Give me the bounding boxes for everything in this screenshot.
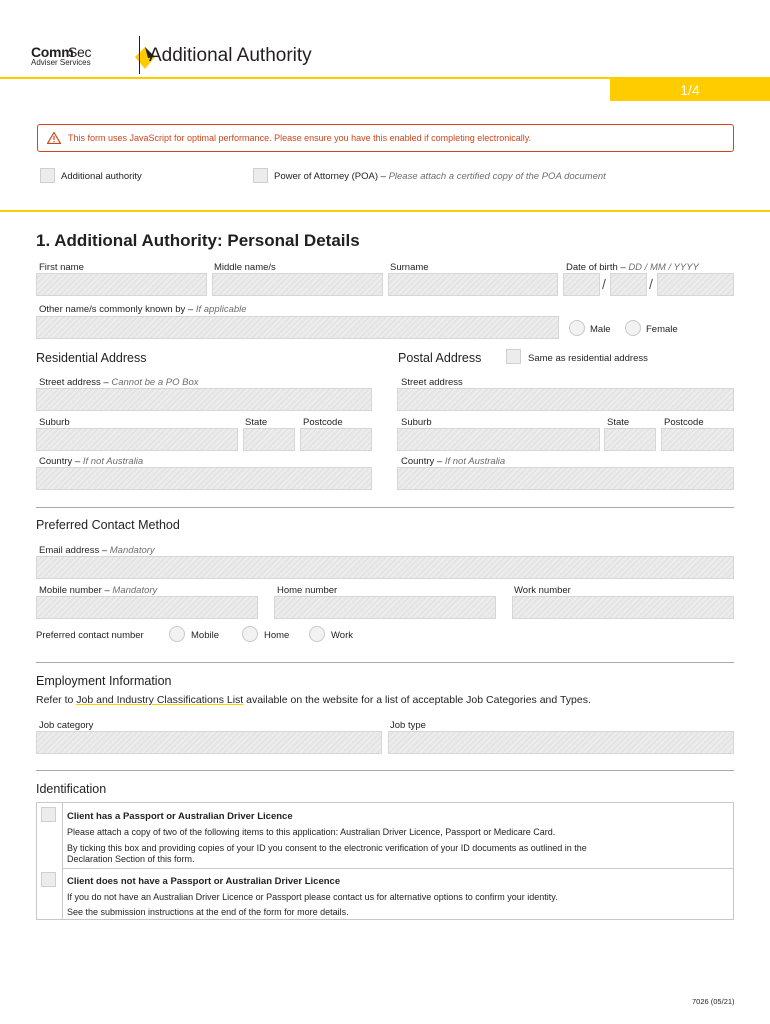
- section-1-title: 1. Additional Authority: Personal Details: [36, 231, 360, 250]
- no-passport-instruction-2: See the submission instructions at the end of the form for more details.: [67, 907, 349, 917]
- post-country-note: If not Australia: [444, 456, 506, 467]
- identification-box-divider: [62, 803, 63, 919]
- has-passport-instruction-2: By ticking this box and providing copies of your ID you consent to the electronic verification of your ID documents as outlined in the: [67, 843, 587, 853]
- surname-label: Surname: [390, 262, 429, 273]
- section-divider: [36, 770, 734, 771]
- post-suburb-label: Suburb: [401, 417, 432, 428]
- no-passport-instruction-1: If you do not have an Australian Driver Licence or Passport please contact us for alternative options to confirm your identity.: [67, 892, 558, 902]
- javascript-notice: [37, 124, 734, 152]
- section-divider: [36, 662, 734, 663]
- poa-checkbox[interactable]: [253, 168, 268, 183]
- res-state-label: State: [245, 417, 268, 428]
- res-country-label: [39, 456, 143, 467]
- residential-address-heading: Residential Address: [36, 351, 147, 365]
- middle-names-field[interactable]: [212, 273, 383, 296]
- email-field[interactable]: [36, 556, 734, 579]
- additional-authority-label: Additional authority: [61, 171, 142, 182]
- commsec-logo: [31, 44, 131, 70]
- poa-note: Please attach a certified copy of the POA document: [388, 171, 606, 182]
- res-postcode-label: Postcode: [303, 417, 343, 428]
- refer-prefix: Refer to: [36, 694, 77, 706]
- other-names-label: [39, 304, 247, 315]
- res-street-label-text: Street address –: [39, 377, 112, 388]
- poa-label-text: Power of Attorney (POA) –: [274, 171, 389, 182]
- post-state-field[interactable]: [604, 428, 656, 451]
- mobile-number-note: Mandatory: [112, 585, 158, 596]
- post-postcode-label: Postcode: [664, 417, 704, 428]
- dob-label: [566, 262, 699, 273]
- page-indicator-text: 1/4: [680, 82, 700, 98]
- dob-year-field[interactable]: [657, 273, 734, 296]
- postal-address-heading: Postal Address: [398, 351, 482, 365]
- job-type-field[interactable]: [388, 731, 734, 754]
- post-postcode-field[interactable]: [661, 428, 734, 451]
- has-passport-licence-title: Client has a Passport or Australian Driver Licence: [67, 811, 293, 822]
- job-category-field[interactable]: [36, 731, 382, 754]
- res-suburb-label: Suburb: [39, 417, 70, 428]
- logo-word-bold: Comm: [31, 44, 74, 60]
- other-names-field[interactable]: [36, 316, 559, 339]
- job-classifications-link[interactable]: Job and Industry Classifications List: [76, 694, 244, 706]
- logo-subtitle: Adviser Services: [31, 58, 91, 67]
- gender-female-label: Female: [646, 324, 678, 335]
- first-name-label: First name: [39, 262, 84, 273]
- gender-female-radio[interactable]: [625, 320, 641, 336]
- identification-row-divider: [62, 868, 733, 869]
- no-passport-licence-checkbox[interactable]: [41, 872, 56, 887]
- dob-format: DD / MM / YYYY: [628, 262, 699, 273]
- other-names-label-text: Other name/s commonly known by –: [39, 304, 196, 315]
- middle-names-label: Middle name/s: [214, 262, 276, 273]
- res-suburb-field[interactable]: [36, 428, 238, 451]
- mobile-number-label-text: Mobile number –: [39, 585, 113, 596]
- has-passport-instruction-3: Declaration Section of this form.: [67, 854, 195, 864]
- gender-male-radio[interactable]: [569, 320, 585, 336]
- poa-label: [274, 171, 606, 182]
- preferred-mobile-radio[interactable]: [169, 626, 185, 642]
- res-country-label-text: Country –: [39, 456, 83, 467]
- refer-suffix: available on the website for a list of acceptable Job Categories and Types.: [243, 694, 591, 706]
- mobile-number-field[interactable]: [36, 596, 258, 619]
- res-country-field[interactable]: [36, 467, 372, 490]
- contact-method-heading: Preferred Contact Method: [36, 518, 180, 532]
- surname-field[interactable]: [388, 273, 558, 296]
- page-indicator: [610, 79, 770, 101]
- res-postcode-field[interactable]: [300, 428, 372, 451]
- preferred-mobile-label: Mobile: [191, 630, 219, 641]
- header-divider: [139, 36, 140, 74]
- work-number-field[interactable]: [512, 596, 734, 619]
- dob-separator: /: [649, 276, 653, 292]
- dob-separator: /: [602, 276, 606, 292]
- post-street-field[interactable]: [397, 388, 734, 411]
- res-street-note: Cannot be a PO Box: [111, 377, 199, 388]
- res-street-field[interactable]: [36, 388, 372, 411]
- job-category-label: Job category: [39, 720, 94, 731]
- email-label: [39, 545, 155, 556]
- no-passport-licence-title: Client does not have a Passport or Australian Driver Licence: [67, 876, 341, 887]
- employment-refer-text: [36, 694, 591, 706]
- res-state-field[interactable]: [243, 428, 295, 451]
- same-as-residential-checkbox[interactable]: [506, 349, 521, 364]
- gender-male-label: Male: [590, 324, 611, 335]
- identification-heading: Identification: [36, 782, 107, 796]
- additional-authority-checkbox[interactable]: [40, 168, 55, 183]
- post-country-label: [401, 456, 505, 467]
- post-suburb-field[interactable]: [397, 428, 600, 451]
- other-names-note: If applicable: [195, 304, 247, 315]
- notice-text: This form uses JavaScript for optimal performance. Please ensure you have this enabled if completing electronically.: [68, 133, 532, 143]
- preferred-contact-label: Preferred contact number: [36, 630, 144, 641]
- dob-label-text: Date of birth –: [566, 262, 629, 273]
- dob-month-field[interactable]: [610, 273, 647, 296]
- section-yellow-rule: [0, 210, 770, 212]
- preferred-work-radio[interactable]: [309, 626, 325, 642]
- mobile-number-label: [39, 585, 157, 596]
- post-country-field[interactable]: [397, 467, 734, 490]
- work-number-label: Work number: [514, 585, 571, 596]
- preferred-home-radio[interactable]: [242, 626, 258, 642]
- email-label-text: Email address –: [39, 545, 110, 556]
- page-title: Additional Authority: [149, 45, 312, 66]
- post-street-label: Street address: [401, 377, 463, 388]
- preferred-home-label: Home: [264, 630, 290, 641]
- preferred-work-label: Work: [331, 630, 353, 641]
- dob-day-field[interactable]: [563, 273, 600, 296]
- post-state-label: State: [607, 417, 630, 428]
- form-code: 7026 (05/21): [692, 997, 735, 1006]
- same-as-residential-label: Same as residential address: [528, 353, 648, 364]
- has-passport-licence-checkbox[interactable]: [41, 807, 56, 822]
- email-note: Mandatory: [109, 545, 155, 556]
- res-street-label: [39, 377, 199, 388]
- post-country-label-text: Country –: [401, 456, 445, 467]
- employment-heading: Employment Information: [36, 674, 172, 688]
- home-number-field[interactable]: [274, 596, 496, 619]
- job-type-label: Job type: [390, 720, 426, 731]
- warning-icon: [47, 132, 61, 144]
- logo-word-light: Sec: [68, 44, 92, 60]
- has-passport-instruction-1: Please attach a copy of two of the following items to this application: Australian Driver Licence, Passport or Medicare Card.: [67, 827, 556, 837]
- home-number-label: Home number: [277, 585, 338, 596]
- section-divider: [36, 507, 734, 508]
- res-country-note: If not Australia: [82, 456, 144, 467]
- first-name-field[interactable]: [36, 273, 207, 296]
